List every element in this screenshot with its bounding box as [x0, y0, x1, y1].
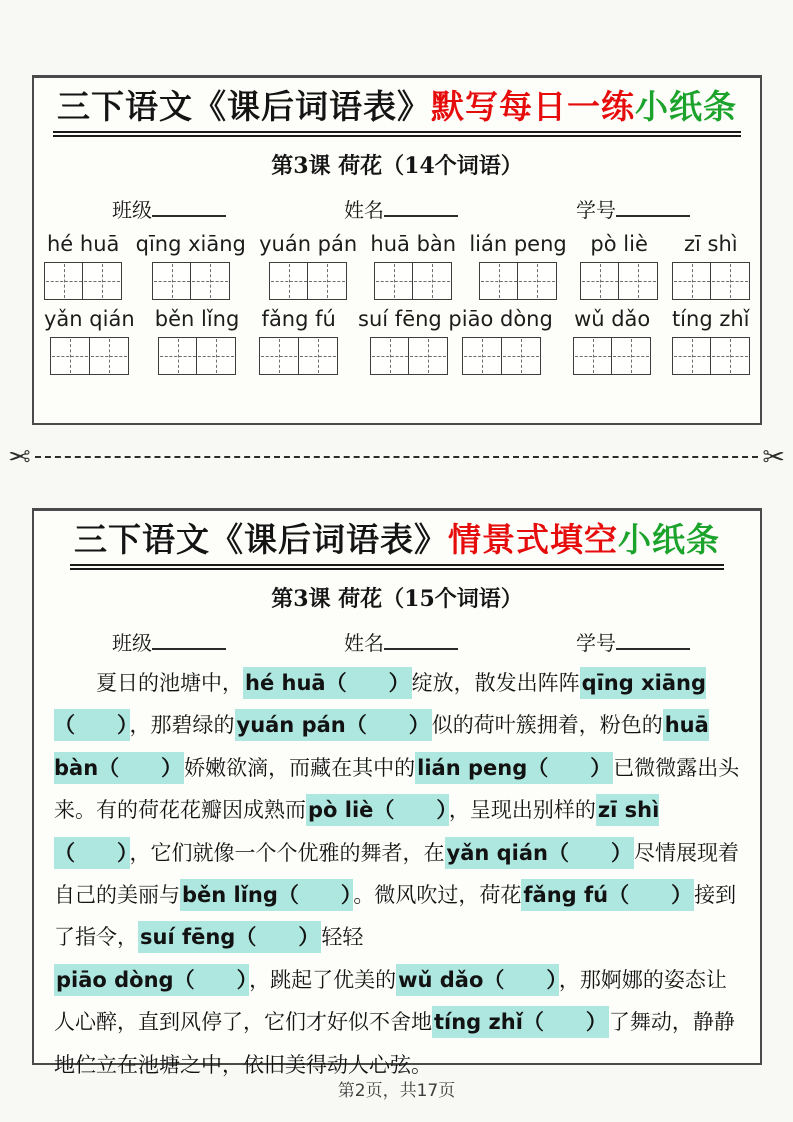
- highlight-blank: pò liè（ ）: [306, 794, 449, 826]
- highlight-blank: běn lǐng（ ）: [180, 879, 353, 911]
- word-column: [580, 231, 658, 300]
- name-blank: [384, 628, 458, 650]
- tianzige-grid: [44, 262, 122, 300]
- tianzige-cell: [672, 337, 712, 375]
- pinyin-word-label: fǎng fú: [261, 307, 336, 332]
- class-field: [112, 194, 226, 223]
- pinyin-word-label: suí fēng piāo dòng: [358, 307, 553, 332]
- page-number-indicator: 第2页，共17页: [337, 1081, 456, 1101]
- word-column: [573, 306, 651, 375]
- student-id-field: [576, 627, 690, 656]
- highlight-blank: fǎng fú（ ）: [521, 879, 694, 911]
- tianzige-grid: [479, 262, 557, 300]
- highlight-blank: yuán pán（ ）: [235, 709, 432, 741]
- pinyin-word-label: wǔ dǎo: [574, 307, 651, 332]
- dictation-row: [44, 306, 750, 375]
- name-field: [344, 194, 458, 223]
- tianzige-cell: [374, 262, 414, 300]
- highlight-blank: qīng xiāng（ ）: [54, 667, 706, 741]
- word-column: [259, 306, 337, 375]
- word-column: [136, 231, 246, 300]
- dictation-title: [53, 88, 741, 137]
- fill-blank-title-green: 小纸条: [618, 520, 720, 559]
- tianzige-grid: [50, 337, 128, 375]
- tianzige-cell: [479, 262, 519, 300]
- pinyin-word-label: pò liè: [590, 231, 648, 256]
- writing-grids: [580, 262, 658, 300]
- tianzige-grid: [269, 262, 347, 300]
- pinyin-word-label: běn lǐng: [154, 307, 240, 332]
- tianzige-cell: [501, 337, 541, 375]
- student-id-blank: [616, 628, 690, 650]
- tianzige-cell: [89, 337, 129, 375]
- student-id-label: 学号: [576, 197, 616, 222]
- name-field: [344, 627, 458, 656]
- fill-blank-title: [70, 521, 724, 570]
- writing-grids: [370, 337, 541, 375]
- passage-paragraph: 夏日的池塘中，hé huā（ ）绽放，散发出阵阵qīng xiāng（ ），那碧绿的yuán pán（ ）似的荷叶簇拥着，粉色的huā bàn（ ）娇嫩欲滴，而藏在其中的lián peng（ ）已微微露出头来。有的荷花花瓣因成熟而pò liè（ ），呈现出别样的zī shì（ ），它们就像一个个优雅的舞者，在yǎn qián（ ）尽情展现着自己的美丽与běn lǐng（ ）。微风吹过，荷花fǎng fú（ ）接到了指令，suí fēng（ ）轻轻: [54, 662, 740, 959]
- word-column: [672, 231, 750, 300]
- tianzige-cell: [573, 337, 613, 375]
- writing-grids: [672, 262, 750, 300]
- name-blank: [384, 195, 458, 217]
- name-label: 姓名: [344, 630, 384, 655]
- highlight-blank: zī shì（ ）: [54, 794, 659, 868]
- cut-line: [8, 441, 785, 473]
- tianzige-cell: [462, 337, 502, 375]
- class-field: [112, 627, 226, 656]
- class-label: 班级: [112, 197, 152, 222]
- pinyin-word-label: yǎn qián: [44, 307, 135, 332]
- writing-grids: [374, 262, 452, 300]
- highlight-blank: yǎn qián（ ）: [445, 837, 634, 869]
- highlight-blank: lián peng（ ）: [415, 752, 613, 784]
- tianzige-cell: [408, 337, 448, 375]
- highlight-blank: piāo dòng（ ）: [54, 964, 249, 996]
- tianzige-cell: [710, 262, 750, 300]
- tianzige-grid: [370, 337, 448, 375]
- dictation-title-black: 三下语文《课后词语表》: [57, 87, 431, 126]
- word-column: [44, 231, 122, 300]
- word-column: [469, 231, 566, 300]
- cut-dash-line: [35, 456, 759, 458]
- writing-grids: [479, 262, 557, 300]
- tianzige-grid: [462, 337, 540, 375]
- dictation-row: [44, 231, 750, 300]
- tianzige-cell: [82, 262, 122, 300]
- name-label: 姓名: [344, 197, 384, 222]
- pinyin-word-label: tíng zhǐ: [671, 307, 750, 332]
- fill-blank-card: [32, 508, 762, 1077]
- student-id-label: 学号: [576, 630, 616, 655]
- tianzige-cell: [412, 262, 452, 300]
- tianzige-grid: [158, 337, 236, 375]
- tianzige-cell: [196, 337, 236, 375]
- pinyin-word-label: lián peng: [469, 231, 567, 256]
- scissors-left-icon: ✂: [8, 441, 31, 473]
- highlight-blank: huā bàn（ ）: [54, 709, 709, 783]
- fill-blank-title-wrap: [34, 521, 760, 570]
- word-column: [672, 306, 750, 375]
- word-column: [44, 306, 135, 375]
- tianzige-cell: [672, 262, 712, 300]
- word-column: [259, 231, 357, 300]
- tianzige-grid: [580, 262, 658, 300]
- tianzige-grid: [374, 262, 452, 300]
- dictation-lesson-subtitle: 第3课 荷花（14个词语）: [271, 152, 523, 179]
- word-column: [155, 306, 240, 375]
- tianzige-cell: [298, 337, 338, 375]
- fill-paragraphs: [54, 662, 740, 1086]
- tianzige-cell: [618, 262, 658, 300]
- tianzige-cell: [152, 262, 192, 300]
- pinyin-word-label: yuán pán: [259, 231, 358, 256]
- dictation-card: [32, 75, 762, 425]
- tianzige-grid: [672, 262, 750, 300]
- highlight-blank: hé huā（ ）: [243, 667, 412, 699]
- fill-blank-student-fields: [34, 627, 760, 656]
- dictation-student-fields: [34, 194, 760, 223]
- word-column: [370, 231, 456, 300]
- writing-grids: [44, 262, 122, 300]
- student-id-field: [576, 194, 690, 223]
- fill-blank-lesson-subtitle: 第3课 荷花（15个词语）: [271, 585, 523, 612]
- scissors-right-icon: ✂: [762, 441, 785, 473]
- writing-grids: [269, 262, 347, 300]
- fill-blank-title-black: 三下语文《课后词语表》: [74, 520, 448, 559]
- tianzige-cell: [50, 337, 90, 375]
- pinyin-word-label: qīng xiāng: [135, 231, 246, 256]
- tianzige-cell: [158, 337, 198, 375]
- class-blank: [152, 195, 226, 217]
- writing-grids: [152, 262, 230, 300]
- class-label: 班级: [112, 630, 152, 655]
- tianzige-cell: [44, 262, 84, 300]
- tianzige-cell: [190, 262, 230, 300]
- dictation-title-wrap: [34, 88, 760, 137]
- class-blank: [152, 628, 226, 650]
- highlight-blank: suí fēng（ ）: [138, 921, 321, 953]
- pinyin-word-label: huā bàn: [370, 231, 457, 256]
- tianzige-cell: [611, 337, 651, 375]
- fill-blank-title-red: 情景式填空: [448, 520, 618, 559]
- word-column: [358, 306, 553, 375]
- dictation-rows: [44, 231, 750, 376]
- passage-paragraph: piāo dòng（ ），跳起了优美的wǔ dǎo（ ），那婀娜的姿态让人心醉，直到风停了，它们才好似不舍地tíng zhǐ（ ）了舞动，静静地伫立在池塘之中，依旧美得动人心弦。: [54, 959, 740, 1086]
- tianzige-cell: [517, 262, 557, 300]
- writing-grids: [50, 337, 128, 375]
- tianzige-cell: [710, 337, 750, 375]
- tianzige-cell: [370, 337, 410, 375]
- dictation-title-red: 默写每日一练: [431, 87, 635, 126]
- highlight-blank: wǔ dǎo（ ）: [396, 964, 559, 996]
- highlight-blank: tíng zhǐ（ ）: [432, 1006, 609, 1038]
- writing-grids: [573, 337, 651, 375]
- tianzige-cell: [307, 262, 347, 300]
- tianzige-cell: [259, 337, 299, 375]
- writing-grids: [672, 337, 750, 375]
- tianzige-cell: [269, 262, 309, 300]
- tianzige-grid: [573, 337, 651, 375]
- pinyin-word-label: zī shì: [683, 231, 738, 256]
- student-id-blank: [616, 195, 690, 217]
- writing-grids: [158, 337, 236, 375]
- tianzige-grid: [672, 337, 750, 375]
- tianzige-cell: [580, 262, 620, 300]
- dictation-title-green: 小纸条: [635, 87, 737, 126]
- tianzige-grid: [259, 337, 337, 375]
- tianzige-grid: [152, 262, 230, 300]
- writing-grids: [259, 337, 337, 375]
- pinyin-word-label: hé huā: [47, 231, 120, 256]
